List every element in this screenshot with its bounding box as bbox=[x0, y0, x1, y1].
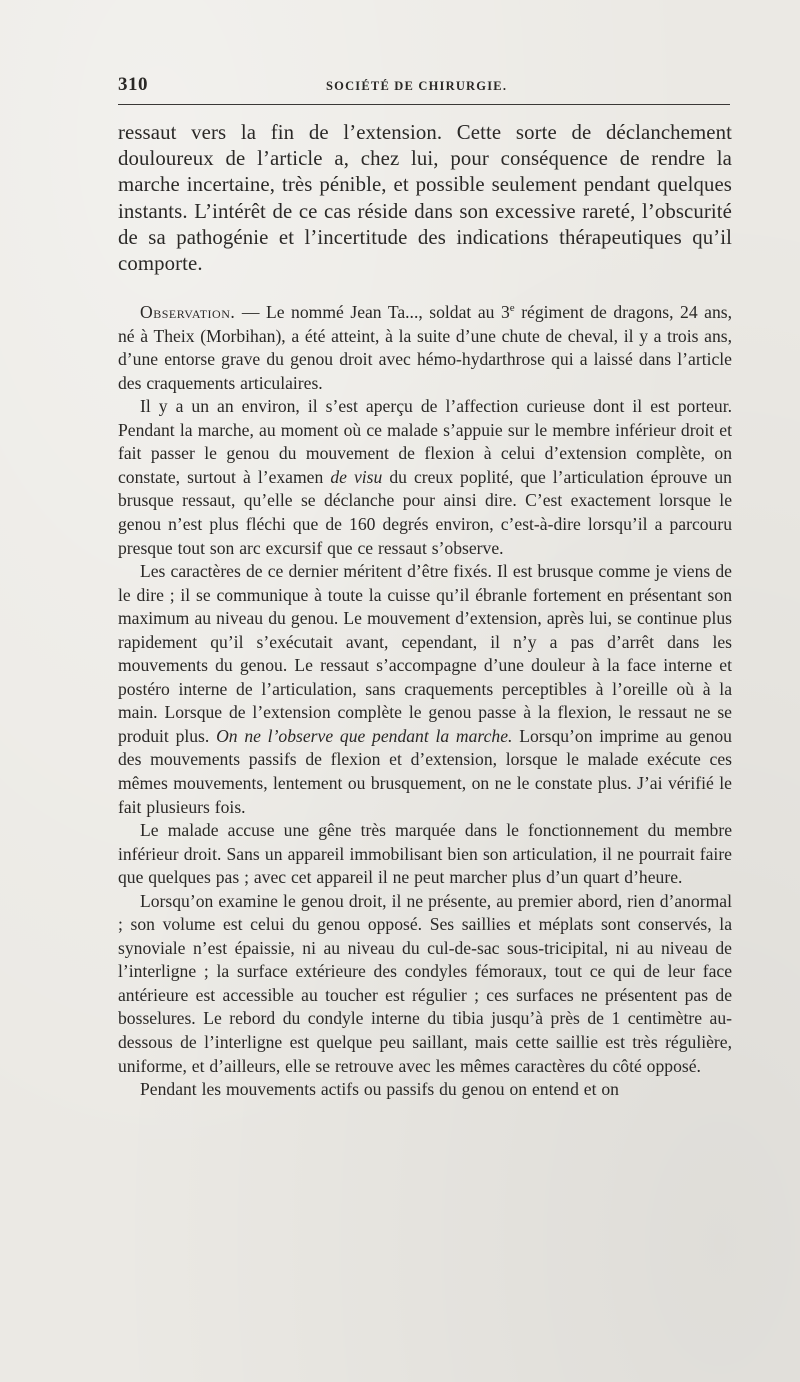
paragraph-discomfort: Le malade accuse une gêne très marquée dans le fonctionnement du membre inférieur droit. Sans un appareil immobilisant bien son articulation, il ne pourrait faire que quelques pas ; avec cet appareil il ne peut marcher plus d’un quart d’heure. bbox=[118, 820, 732, 888]
observation-section bbox=[118, 297, 732, 1101]
paragraph-onset bbox=[118, 395, 732, 560]
observation-text-end: régiment de dragons, 24 ans, né à Theix (Morbihan), a été atteint, à la suite d’une chute de cheval, il y a trois ans, d’une entorse grave du genou droit avec hémo-hydarthrose qui a laissé dans l’article des craquements articulaires. bbox=[118, 302, 732, 393]
paragraph-characteristics-start: Les caractères de ce dernier méritent d’être fixés. Il est brusque comme je viens de le dire ; il se communique à toute la cuisse qu’il ébranle fortement en présentant son maximum au niveau du genou. Le mouvement d’extension, après lui, se continue plus rapidement qu’il s’exécutait avant, cependant, il n’y a pas d’arrêt dans les mouvements du genou. Le ressaut s’accompagne d’une douleur à la face interne et postéro interne de l’articulation, sans craquements perceptibles à l’oreille où à la main. Lorsque de l’extension complète le genou passe à la flexion, le ressaut ne se produit plus. bbox=[118, 561, 732, 746]
paragraph-onset-italic: de visu bbox=[330, 466, 383, 487]
observation-label: Observation. bbox=[140, 302, 236, 323]
paragraph-movements: Pendant les mouvements actifs ou passifs du genou on entend et on bbox=[140, 1079, 619, 1100]
observation-paragraph bbox=[118, 297, 732, 395]
header-rule bbox=[118, 104, 730, 105]
paragraph-examination: Lorsqu’on examine le genou droit, il ne présente, au premier abord, rien d’anormal ; son volume est celui du genou opposé. Ses saillies et méplats sont conservés, la synoviale n’est épaissie, ni au niveau du cul-de-sac sous-tricipital, ni au niveau de l’interligne ; la surface extérieure des condyles fémoraux, tout ce qui de leur face antérieure est accessible au toucher est régulier ; ces surfaces ne présentent pas de bosselures. Le rebord du condyle interne du tibia jusqu’à près de 1 centimètre au-dessous de l’interligne est quelque peu saillant, mais cette saillie est très régulière, uniforme, et d’ailleurs, elle se retrouve avec les mêmes caractères du côté opposé. bbox=[118, 890, 732, 1076]
paragraph-characteristics-end: Lorsqu’on imprime au genou des mouvements passifs de flexion et d’extension, lorsque le malade exécute ces mêmes mouvements, lentement ou brusquement, on ne le constate plus. J’ai vérifié le fait plusieurs fois. bbox=[118, 725, 732, 817]
paragraph-onset-start: Il y a un an environ, il s’est aperçu de l’affection curieuse dont il est porteur. Pendant la marche, au moment où ce malade s’appuie sur le membre inférieur droit et fait passer le genou du mouvement de flexion à celui d’extension complète, on constate, surtout à l’examen bbox=[118, 396, 732, 487]
running-head bbox=[118, 74, 730, 98]
page-number: 310 bbox=[118, 74, 148, 95]
ordinal-superscript: e bbox=[509, 302, 515, 315]
intro-paragraph: ressaut vers la fin de l’extension. Cette sorte de déclanchement douloureux de l’article a, chez lui, pour conséquence de rendre la marche incertaine, très pénible, et possible seulement pendant quelques instants. L’intérêt de ce cas réside dans son excessive rareté, l’obscurité de sa pathogénie et l’incertitude des indications thérapeutiques qu’il comporte. bbox=[118, 121, 732, 276]
paragraph-characteristics-italic: On ne l’observe que pendant la marche. bbox=[216, 725, 513, 746]
paragraph-characteristics bbox=[118, 560, 732, 819]
observation-dash: — bbox=[235, 302, 266, 323]
body-text bbox=[118, 120, 732, 1102]
observation-text-start: Le nommé Jean Ta..., soldat au 3 bbox=[265, 302, 510, 323]
intro-section bbox=[118, 120, 732, 277]
paragraph-onset-end: du creux poplité, que l’articulation éprouve un brusque ressaut, qu’elle se déclanche pour ainsi dire. C’est exactement lorsque le genou n’est plus fléchi que de 160 degrés environ, c’est-à-dire lorsqu’il a parcouru presque tout son arc excursif que ce ressaut s’observe. bbox=[118, 466, 732, 558]
journal-title: SOCIÉTÉ DE CHIRURGIE. bbox=[326, 79, 508, 93]
